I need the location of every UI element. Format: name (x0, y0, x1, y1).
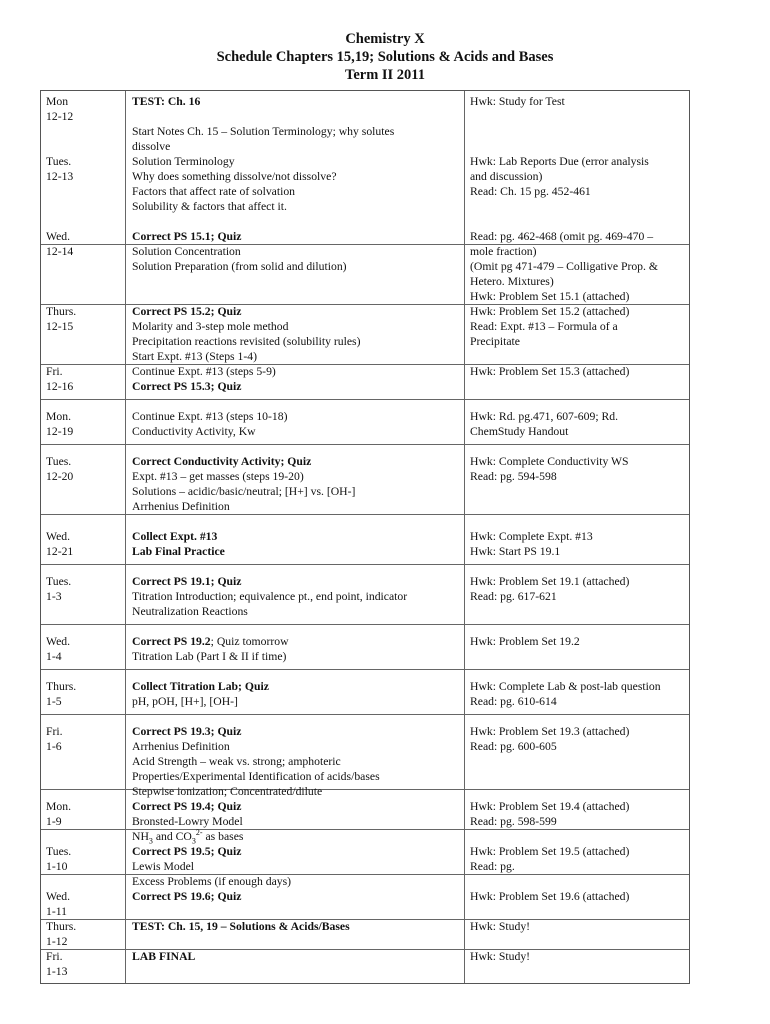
day-cell (46, 949, 126, 979)
homework-line: Hwk: Problem Set 19.1 (attached) (470, 575, 630, 588)
day-line: Wed. (46, 230, 71, 243)
homework-cell (470, 409, 685, 439)
activity-line: Continue Expt. #13 (steps 10-18) (132, 410, 288, 423)
day-line: Thurs. (46, 920, 77, 933)
homework-line: Hwk: Complete Lab & post-lab question (470, 680, 661, 693)
day-line: Mon. (46, 800, 72, 813)
homework-cell (470, 844, 685, 874)
activity-line: Acid Strength – weak vs. strong; amphoteric (132, 755, 341, 768)
activity-line: Properties/Experimental Identification of acids/bases (132, 770, 380, 783)
activity-line: Arrhenius Definition (132, 740, 230, 753)
day-line: Wed. (46, 530, 71, 543)
homework-cell (470, 304, 685, 349)
day-cell (46, 529, 126, 559)
activity-bold-text: Lab Final Practice (132, 545, 225, 558)
formula-part: as bases (202, 830, 244, 843)
row-divider (41, 669, 689, 670)
activity-bold-text: Correct PS 19.2 (132, 635, 211, 648)
document-title: Chemistry X (345, 31, 425, 47)
homework-line: Hwk: Start PS 19.1 (470, 545, 561, 558)
day-line: Tues. (46, 575, 72, 588)
day-cell (46, 574, 126, 604)
activity-line (132, 454, 462, 469)
activity-line (132, 379, 462, 394)
activity-bold-text: Correct PS 19.3; Quiz (132, 725, 242, 738)
activity-line (132, 724, 462, 739)
homework-cell (470, 799, 685, 829)
homework-line: Hwk: Study! (470, 920, 531, 933)
homework-line: Read: Ch. 15 pg. 452-461 (470, 185, 591, 198)
homework-cell (470, 454, 685, 484)
day-line: 12-16 (46, 380, 74, 393)
formula-part: 3 (191, 836, 196, 846)
day-line: Fri. (46, 365, 63, 378)
homework-cell (470, 94, 685, 109)
day-line: Thurs. (46, 305, 77, 318)
homework-line: Hwk: Study! (470, 950, 531, 963)
activity-line: Solution Preparation (from solid and dilution) (132, 260, 347, 273)
day-cell (46, 724, 126, 754)
class-activity-cell (132, 724, 462, 799)
homework-line: Read: pg. (470, 860, 515, 873)
activity-line (132, 529, 462, 544)
activity-line: Conductivity Activity, Kw (132, 425, 256, 438)
class-activity-cell (132, 949, 462, 964)
day-cell (46, 679, 126, 709)
homework-line: Hwk: Problem Set 19.4 (attached) (470, 800, 630, 813)
homework-line: Hwk: Lab Reports Due (error analysis (470, 155, 649, 168)
activity-line (132, 304, 462, 319)
homework-line: Precipitate (470, 335, 520, 348)
activity-line: Titration Lab (Part I & II if time) (132, 650, 287, 663)
homework-line: Hwk: Problem Set 15.2 (attached) (470, 305, 630, 318)
day-line: 12-15 (46, 320, 74, 333)
activity-line (132, 949, 462, 964)
activity-line (132, 844, 462, 859)
activity-line: Factors that affect rate of solvation (132, 185, 296, 198)
homework-line: Hwk: Problem Set 19.6 (attached) (470, 890, 630, 903)
activity-extra-text: ; Quiz tomorrow (210, 635, 289, 648)
homework-line: Hwk: Complete Expt. #13 (470, 530, 593, 543)
homework-line: Hwk: Problem Set 19.2 (470, 635, 580, 648)
day-line: Fri. (46, 725, 63, 738)
formula-part: 2- (195, 828, 203, 838)
row-divider (41, 514, 689, 515)
row-divider (41, 399, 689, 400)
class-activity-cell (132, 304, 462, 364)
day-cell (46, 454, 126, 484)
homework-cell (470, 679, 685, 709)
homework-line: Read: pg. 594-598 (470, 470, 557, 483)
day-line: 12-14 (46, 245, 74, 258)
homework-cell (470, 919, 685, 934)
homework-cell (470, 889, 685, 904)
day-line: Tues. (46, 155, 72, 168)
formula-part: and CO (152, 830, 192, 843)
class-activity-cell (132, 409, 462, 439)
class-activity-cell (132, 634, 462, 664)
activity-line: Start Expt. #13 (Steps 1-4) (132, 350, 257, 363)
activity-bold-text: TEST: Ch. 15, 19 – Solutions & Acids/Bases (132, 920, 350, 933)
column-divider-homework (464, 91, 465, 983)
homework-cell (470, 229, 685, 304)
homework-line: Hwk: Complete Conductivity WS (470, 455, 629, 468)
schedule-table (40, 90, 690, 984)
row-divider (41, 714, 689, 715)
day-line: 12-20 (46, 470, 74, 483)
day-line: 12-12 (46, 110, 74, 123)
document-term: Term II 2011 (344, 67, 426, 83)
day-line: 1-3 (46, 590, 62, 603)
day-line: Fri. (46, 950, 63, 963)
homework-cell (470, 154, 685, 199)
class-activity-cell (132, 364, 462, 394)
homework-line: Read: pg. 610-614 (470, 695, 557, 708)
homework-cell (470, 634, 685, 649)
day-line: Tues. (46, 845, 72, 858)
activity-line: Lewis Model (132, 860, 194, 873)
homework-line: Read: Expt. #13 – Formula of a (470, 320, 618, 333)
activity-line: Stepwise ionization; Concentrated/dilute (132, 785, 323, 798)
activity-line (132, 229, 462, 244)
row-divider (41, 444, 689, 445)
day-cell (46, 229, 126, 259)
activity-line (132, 544, 462, 559)
homework-line: Read: pg. 617-621 (470, 590, 557, 603)
day-line: Thurs. (46, 680, 77, 693)
activity-bold-text: Correct PS 19.4; Quiz (132, 800, 242, 813)
class-activity-cell (132, 574, 462, 619)
homework-line: Hwk: Rd. pg.471, 607-609; Rd. (470, 410, 619, 423)
homework-line: and discussion) (470, 170, 543, 183)
activity-line: Solution Concentration (132, 245, 241, 258)
homework-line: Hwk: Problem Set 15.1 (attached) (470, 290, 630, 303)
day-line: 1-11 (46, 905, 67, 918)
activity-line: Continue Expt. #13 (steps 5-9) (132, 365, 276, 378)
activity-line (132, 679, 462, 694)
activity-bold-text: Correct PS 15.3; Quiz (132, 380, 242, 393)
activity-bold-text: Correct PS 19.1; Quiz (132, 575, 242, 588)
homework-cell (470, 529, 685, 559)
activity-line: Start Notes Ch. 15 – Solution Terminology; why solutes (132, 125, 395, 138)
class-activity-cell (132, 529, 462, 559)
day-cell (46, 889, 126, 919)
day-cell (46, 634, 126, 664)
class-activity-cell (132, 889, 462, 904)
class-activity-cell (132, 919, 462, 934)
day-line: Mon (46, 95, 69, 108)
activity-bold-text: TEST: Ch. 16 (132, 95, 201, 108)
day-line: 1-5 (46, 695, 62, 708)
day-line: Wed. (46, 635, 71, 648)
day-cell (46, 154, 126, 184)
activity-line: dissolve (132, 140, 171, 153)
document-subtitle: Schedule Chapters 15,19; Solutions & Acids and Bases (216, 49, 554, 65)
activity-bold-text: Collect Expt. #13 (132, 530, 218, 543)
row-divider (41, 564, 689, 565)
activity-bold-text: Collect Titration Lab; Quiz (132, 680, 269, 693)
formula-part: 3 (148, 836, 153, 846)
activity-line (132, 919, 462, 934)
homework-line: Hwk: Problem Set 19.3 (attached) (470, 725, 630, 738)
class-activity-cell (132, 454, 462, 514)
class-activity-cell (132, 679, 462, 709)
class-activity-cell (132, 799, 462, 844)
formula-part: NH (132, 830, 149, 843)
day-line: 1-9 (46, 815, 62, 828)
homework-cell (470, 949, 685, 964)
activity-line: Solubility & factors that affect it. (132, 200, 287, 213)
class-activity-cell (132, 844, 462, 889)
homework-line: Read: pg. 462-468 (omit pg. 469-470 – (470, 230, 654, 243)
class-activity-cell (132, 154, 462, 214)
activity-bold-text: Correct PS 19.6; Quiz (132, 890, 242, 903)
day-cell (46, 919, 126, 949)
homework-line: Hetero. Mixtures) (470, 275, 554, 288)
activity-line (132, 889, 462, 904)
day-line: Tues. (46, 455, 72, 468)
activity-line: Expt. #13 – get masses (steps 19-20) (132, 470, 304, 483)
day-line: 1-4 (46, 650, 62, 663)
row-divider (41, 624, 689, 625)
activity-line: Excess Problems (if enough days) (132, 875, 292, 888)
day-line: 12-13 (46, 170, 74, 183)
day-line: 1-6 (46, 740, 62, 753)
homework-line: ChemStudy Handout (470, 425, 569, 438)
activity-line: Bronsted-Lowry Model (132, 815, 243, 828)
class-activity-cell (132, 94, 462, 154)
homework-line: mole fraction) (470, 245, 537, 258)
homework-cell (470, 364, 685, 379)
activity-line (132, 799, 462, 814)
day-cell (46, 844, 126, 874)
day-cell (46, 304, 126, 334)
activity-line: Molarity and 3-step mole method (132, 320, 289, 333)
homework-cell (470, 574, 685, 604)
day-cell (46, 364, 126, 394)
activity-line: Solution Terminology (132, 155, 235, 168)
activity-line: Titration Introduction; equivalence pt., end point, indicator (132, 590, 408, 603)
activity-line (132, 94, 462, 109)
day-cell (46, 409, 126, 439)
activity-bold-text: LAB FINAL (132, 950, 196, 963)
homework-cell (470, 724, 685, 754)
homework-line: (Omit pg 471-479 – Colligative Prop. & (470, 260, 658, 273)
activity-line (132, 109, 462, 124)
activity-bold-text: Correct PS 15.2; Quiz (132, 305, 242, 318)
chem-formula-line (132, 829, 462, 844)
day-line: 12-21 (46, 545, 74, 558)
activity-line: Solutions – acidic/basic/neutral; [H+] vs. [OH-] (132, 485, 356, 498)
class-activity-cell (132, 229, 462, 274)
homework-line: Hwk: Study for Test (470, 95, 565, 108)
day-cell (46, 799, 126, 829)
activity-bold-text: Correct PS 15.1; Quiz (132, 230, 242, 243)
day-line: Mon. (46, 410, 72, 423)
homework-line: Hwk: Problem Set 15.3 (attached) (470, 365, 630, 378)
activity-bold-text: Correct Conductivity Activity; Quiz (132, 455, 312, 468)
day-line: 1-13 (46, 965, 68, 978)
activity-line (132, 634, 462, 649)
activity-line: Precipitation reactions revisited (solubility rules) (132, 335, 361, 348)
day-line: Wed. (46, 890, 71, 903)
homework-line: Read: pg. 598-599 (470, 815, 557, 828)
homework-line: Hwk: Problem Set 19.5 (attached) (470, 845, 630, 858)
activity-bold-text: Correct PS 19.5; Quiz (132, 845, 242, 858)
day-line: 1-10 (46, 860, 68, 873)
activity-line (132, 574, 462, 589)
homework-line: Read: pg. 600-605 (470, 740, 557, 753)
day-cell (46, 94, 126, 124)
activity-line: Why does something dissolve/not dissolve? (132, 170, 337, 183)
day-line: 12-19 (46, 425, 74, 438)
activity-line: pH, pOH, [H+], [OH-] (132, 695, 238, 708)
activity-line: Arrhenius Definition (132, 500, 230, 513)
day-line: 1-12 (46, 935, 68, 948)
activity-line: Neutralization Reactions (132, 605, 248, 618)
